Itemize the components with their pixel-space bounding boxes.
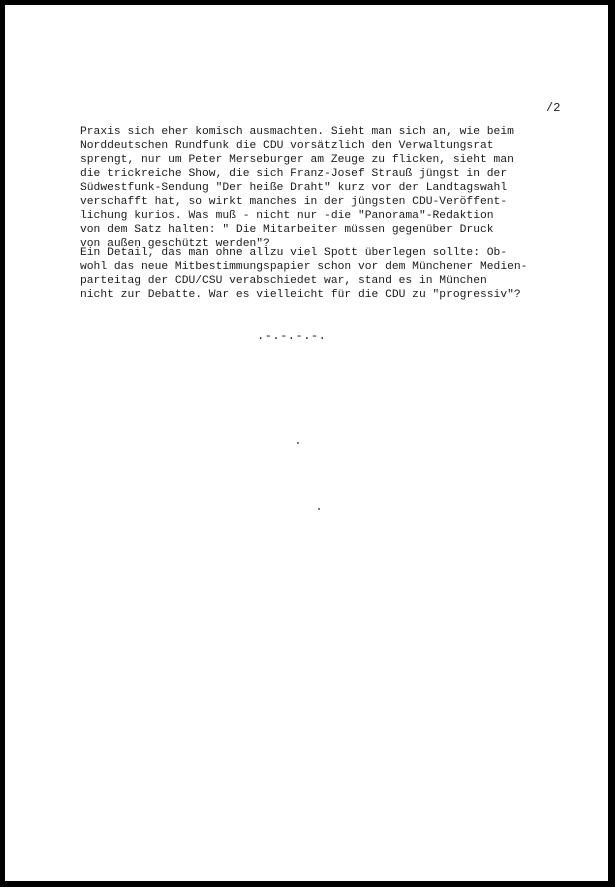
document-page <box>5 5 608 881</box>
paragraph-1: Praxis sich eher komisch ausmachten. Sieht man sich an, wie beim Norddeutschen Rundfunk die CDU vorsätzlich den Verwaltungsrat sprengt, nur um Peter Merseburger am Zeuge zu flicken, sieht man die trickreiche Show, die sich Franz-Josef Strauß jüngst in der Südwestfunk-Sendung "Der heiße Draht" kurz vor der Landtagswahl verschafft hat, so wirkt manches in der jüngsten CDU-Veröffent- lichung kurios. Was muß - nicht nur -die "Panorama"-Redaktion von dem Satz halten: " Die Mitarbeiter müssen gegenüber Druck von außen geschützt werden"? <box>80 126 514 250</box>
section-separator: .-.-.-.-. <box>257 329 327 343</box>
scan-speck <box>318 508 320 510</box>
page-number: /2 <box>546 101 561 115</box>
scan-speck <box>297 442 299 444</box>
paragraph-2: Ein Detail, das man ohne allzu viel Spott überlegen sollte: Ob- wohl das neue Mitbestimmungspapier schon vor dem Münchener Medien- parteitag der CDU/CSU verabschiedet war, stand es in München nicht zur Debatte. War es vielleicht für die CDU zu "progressiv"? <box>80 247 528 301</box>
